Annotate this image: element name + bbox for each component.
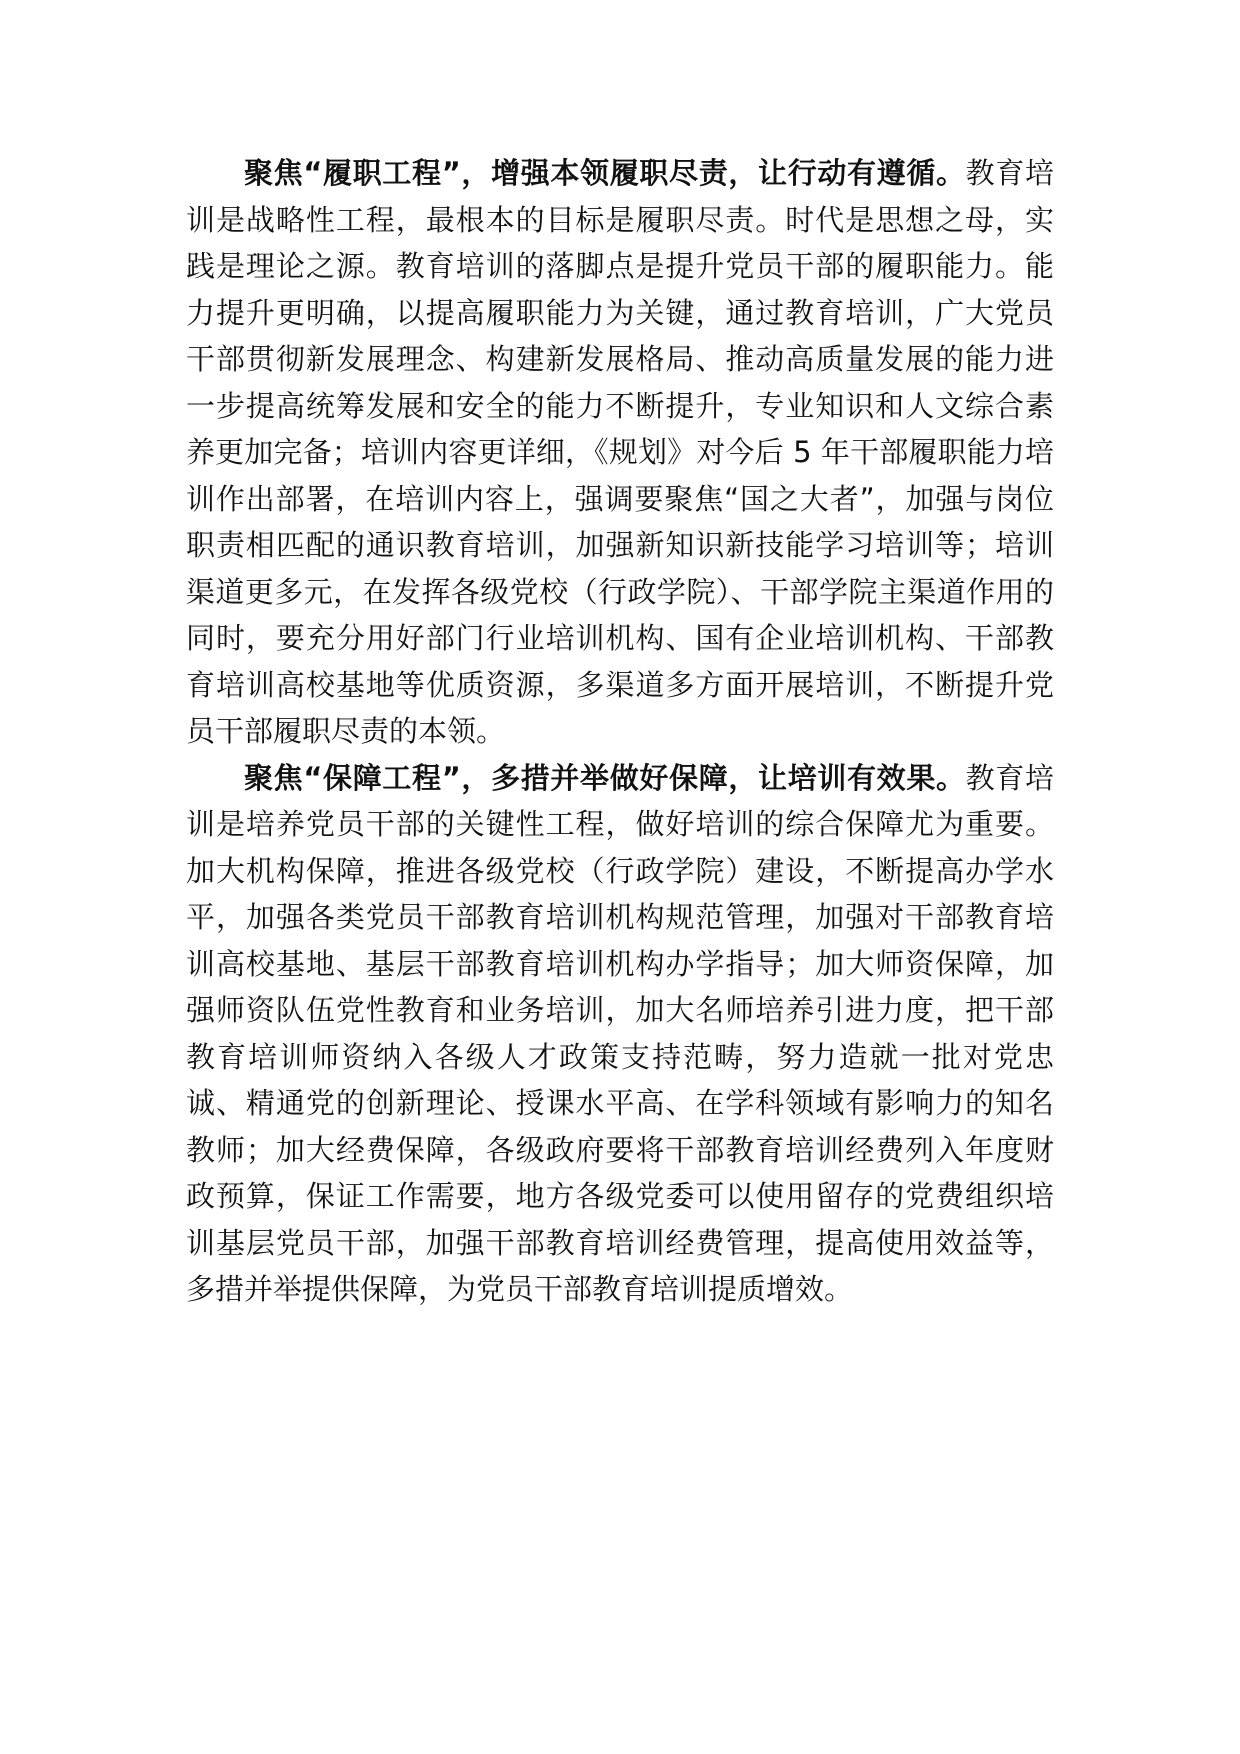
paragraph-heading: 聚焦“履职工程”，增强本领履职尽责，让行动有遵循。 (244, 156, 966, 190)
paragraph-guarantee-project (186, 755, 1054, 1313)
paragraph-text: 教育培训是战略性工程，最根本的目标是履职尽责。时代是思想之母，实践是理论之源。教育培训的落脚点是提升党员干部的履职能力。能力提升更明确，以提高履职能力为关键，通过教育培训，广大党员干部贯彻新发展理念、构建新发展格局、推动高质量发展的能力进一步提高统筹发展和安全的能力不断提升，专业知识和人文综合素养更加完备；培训内容更详细，《规划》对今后 5 年干部履职能力培训作出部署，在培训内容上，强调要聚焦“国之大者”，加强与岗位职责相匹配的通识教育培训，加强新知识新技能学习培训等；培训渠道更多元，在发挥各级党校（行政学院）、干部学院主渠道作用的同时，要充分用好部门行业培训机构、国有企业培训机构、干部教育培训高校基地等优质资源，多渠道多方面开展培训，不断提升党员干部履职尽责的本领。 (186, 156, 1054, 748)
paragraph-performance-project (186, 150, 1054, 755)
document-body (186, 150, 1054, 1313)
paragraph-text: 教育培训是培养党员干部的关键性工程，做好培训的综合保障尤为重要。加大机构保障，推进各级党校（行政学院）建设，不断提高办学水平，加强各类党员干部教育培训机构规范管理，加强对干部教育培训高校基地、基层干部教育培训机构办学指导；加大师资保障，加强师资队伍党性教育和业务培训，加大名师培养引进力度，把干部教育培训师资纳入各级人才政策支持范畴，努力造就一批对党忠诚、精通党的创新理论、授课水平高、在学科领域有影响力的知名教师；加大经费保障，各级政府要将干部教育培训经费列入年度财政预算，保证工作需要，地方各级党委可以使用留存的党费组织培训基层党员干部，加强干部教育培训经费管理，提高使用效益等，多措并举提供保障，为党员干部教育培训提质增效。 (186, 760, 1054, 1306)
paragraph-heading: 聚焦“保障工程”，多措并举做好保障，让培训有效果。 (244, 760, 966, 795)
